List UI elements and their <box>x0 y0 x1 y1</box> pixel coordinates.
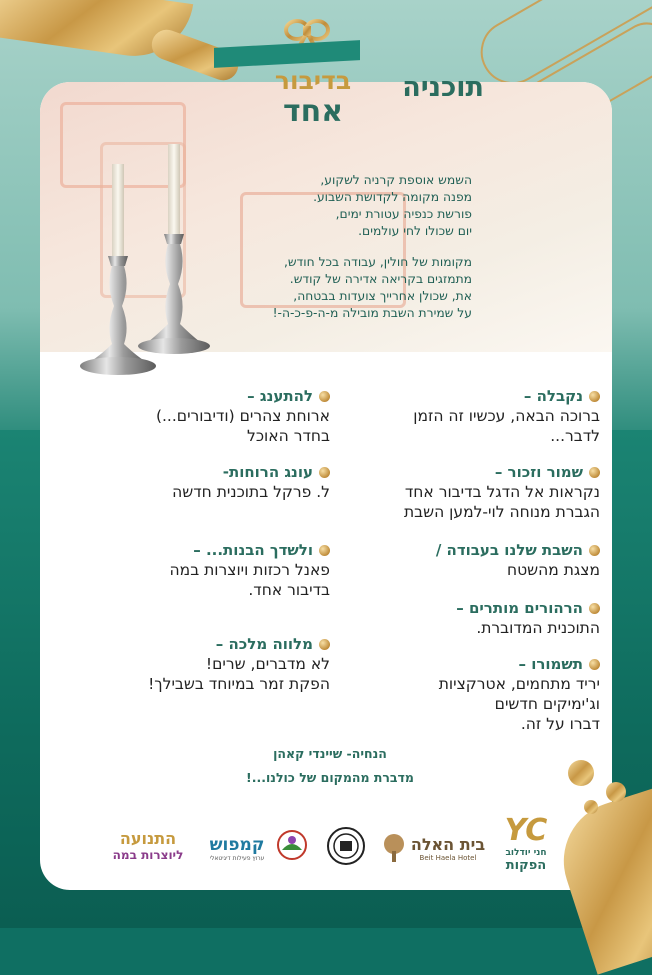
logo-campus-main: קמפוש <box>209 834 265 855</box>
schedule-item-line: הפקת זמר במיוחד בשבילך! <box>148 675 330 693</box>
schedule-item-line: יריד מתחמים, אטרקציות <box>438 675 600 693</box>
schedule-item-line: לדבר... <box>550 427 600 445</box>
schedule-item-title: השבת שלנו בעבודה / <box>340 540 600 560</box>
logo-yc-sub: הפקות <box>505 858 547 873</box>
intro-line: פורשת כנפיה עטורת ימים, <box>335 207 472 221</box>
schedule-item <box>70 462 330 502</box>
intro-line: מקומות של חולין, עבודה בכל חודש, <box>283 255 472 269</box>
logo-campus-sub: ערוץ פעילות דיגיטאלי <box>209 854 265 862</box>
tagline: מדברת מהמקום של כולנו...! <box>246 770 414 785</box>
gold-bullet-icon <box>589 391 600 402</box>
schedule-item <box>340 386 600 446</box>
schedule-item-title: נקבלה – <box>340 386 600 406</box>
schedule-item-line: ל. פרקל בתוכנית חדשה <box>172 483 330 501</box>
logo-beit-haela <box>380 826 486 870</box>
schedule-item-line: פאנל רכזות ויוצרות במה <box>169 561 330 579</box>
intro-line: על שמירת השבת מובילה מ-ה-פ-כ-ה-! <box>272 306 472 320</box>
intro-line: השמש אוספת קרניה לשקוע, <box>320 173 472 187</box>
tree-icon <box>381 833 407 863</box>
schedule-item-line: בחדר האוכל <box>247 427 330 445</box>
title-line-3: אחד <box>282 94 344 129</box>
gold-dot-decoration <box>606 782 626 802</box>
logo-yc <box>496 800 556 886</box>
title-line-2: בדיבור <box>274 66 352 95</box>
gold-bullet-icon <box>589 545 600 556</box>
logo-yc-mark: YC <box>504 813 548 848</box>
schedule-item-line: בדיבור אחד. <box>248 581 330 599</box>
gold-bullet-icon <box>319 639 330 650</box>
intro-line: את, שכולן אחרייך צועדות בבטחה, <box>293 289 472 303</box>
logo-hatnua <box>108 820 188 870</box>
logo-hatnua-sub: ליוצרות במה <box>112 847 184 862</box>
logo-beit-haela-sub: Beit Haela Hotel <box>419 853 477 862</box>
gold-bullet-icon <box>319 467 330 478</box>
schedule-item-title: מלווה מלכה – <box>70 634 330 654</box>
schedule-item <box>340 540 600 580</box>
schedule-item <box>70 540 330 600</box>
intro-line: מפנה מקומה לקדושת השבוע. <box>313 190 472 204</box>
schedule-item-title: להתענג – <box>70 386 330 406</box>
logo-beit-haela-main: בית האלה <box>410 834 486 854</box>
schedule-item <box>340 598 600 638</box>
intro-line: יום שכולו לחי עולמים. <box>358 224 472 238</box>
candlesticks-image <box>78 140 228 380</box>
host-credit: הנחיה- שיינדי קאהן <box>273 746 387 761</box>
gold-bullet-icon <box>319 391 330 402</box>
logo-yc-main: חני יודלוב <box>505 848 547 858</box>
schedule-item-line: הגברת מנוחה לוי-למען השבת <box>403 503 600 521</box>
schedule-item <box>70 634 330 694</box>
schedule-item-title: שמור וזכור – <box>340 462 600 482</box>
title-line-1: תוכניה <box>402 72 484 103</box>
gold-bullet-icon <box>319 545 330 556</box>
logo-hatnua-main: התנועה <box>119 828 177 848</box>
gold-bullet-icon <box>589 467 600 478</box>
seal-emblem-icon <box>326 826 366 866</box>
schedule-item-title: עונג הרוחות- <box>70 462 330 482</box>
schedule-item-line: נקראות אל הדגל בדיבור אחד <box>404 483 600 501</box>
campus-emblem-icon <box>276 828 308 862</box>
schedule-item-line: וג'ימיקים חדשים <box>494 695 600 713</box>
schedule-item-line: התוכנית המדוברת. <box>476 619 600 637</box>
intro-line: מתמזגים בקריאה אדירה של קודש. <box>289 272 472 286</box>
gold-bullet-icon <box>589 603 600 614</box>
schedule-item-line: ארוחת צהרים (ודיבורים...) <box>155 407 330 425</box>
schedule-item-title: ולשדך הבנות... – <box>70 540 330 560</box>
gold-bullet-icon <box>589 659 600 670</box>
schedule-item <box>340 462 600 522</box>
schedule-item-line: דברו על זה. <box>520 715 600 733</box>
schedule-item-title: תשמורו – <box>340 654 600 674</box>
schedule-item-line: לא מדברים, שרים! <box>205 655 330 673</box>
gold-dot-decoration <box>584 800 598 814</box>
schedule-item-title: הרהורים מותרים – <box>340 598 600 618</box>
gold-dot-decoration <box>568 760 594 786</box>
schedule-item-line: ברוכה הבאה, עכשיו זה הזמן <box>413 407 600 425</box>
schedule-item <box>340 654 600 734</box>
schedule-item-line: מצגת מהשטח <box>506 561 600 579</box>
schedule-item <box>70 386 330 446</box>
logo-campus <box>204 828 270 868</box>
